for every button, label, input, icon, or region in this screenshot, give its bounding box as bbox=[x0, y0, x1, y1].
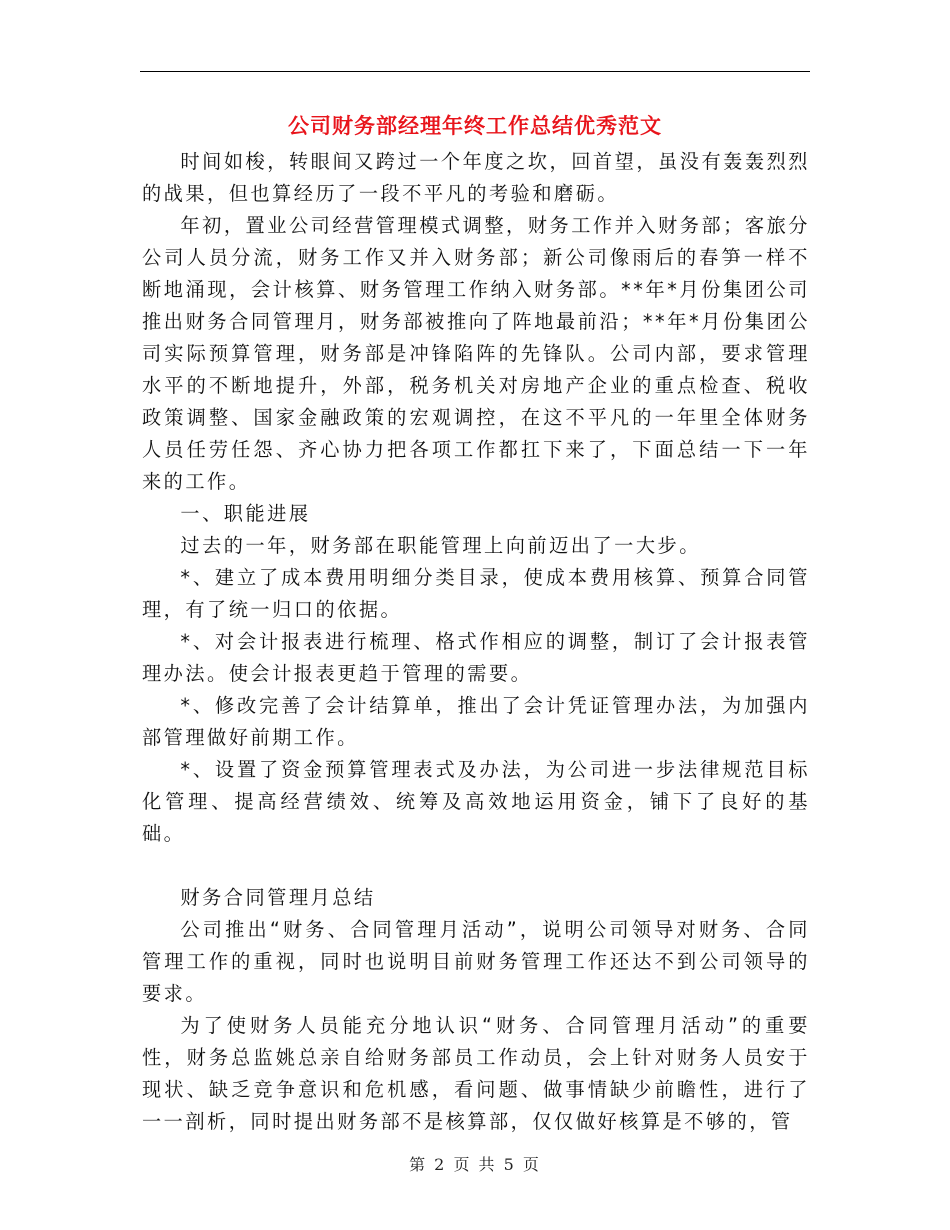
page-number: 第 2 页 共 5 页 bbox=[409, 1155, 541, 1174]
paragraph-contract-month: 公司推出“财务、合同管理月活动”，说明公司领导对财务、合同管理工作的重视，同时也说明目前财务管理工作还达不到公司领导的要求。 bbox=[142, 918, 810, 1005]
document-title: 公司财务部经理年终工作总结优秀范文 bbox=[288, 113, 662, 138]
list-item-settlement-form: *、修改完善了会计结算单，推出了会计凭证管理办法，为加强内部管理做好前期工作。 bbox=[142, 694, 810, 749]
paragraph-progress: 过去的一年，财务部在职能管理上向前迈出了一大步。 bbox=[180, 534, 701, 557]
header-rule bbox=[140, 71, 810, 72]
paragraph-mobilization: 为了使财务人员能充分地认识“财务、合同管理月活动”的重要性，财务总监姚总亲自给财务部员工作动员，会上针对财务人员安于现状、缺乏竞争意识和危机感，看问题、做事情缺少前瞻性，进行了一一剖析，同时提出财务部不是核算部，仅仅做好核算是不够的，管 bbox=[142, 1014, 810, 1133]
list-item-fund-budget: *、设置了资金预算管理表式及办法，为公司进一步法律规范目标化管理、提高经营绩效、统筹及高效地运用资金，铺下了良好的基础。 bbox=[142, 758, 810, 845]
document-body bbox=[142, 146, 810, 1138]
paragraph-year-overview: 年初，置业公司经营管理模式调整，财务工作并入财务部；客旅分公司人员分流，财务工作又并入财务部；新公司像雨后的春笋一样不断地涌现，会计核算、财务管理工作纳入财务部。**年*月份集团公司推出财务合同管理月，财务部被推向了阵地最前沿；**年*月份集团公司实际预算管理，财务部是冲锋陷阵的先锋队。公司内部，要求管理水平的不断地提升，外部，税务机关对房地产企业的重点检查、税收政策调整、国家金融政策的宏观调控，在这不平凡的一年里全体财务人员任劳任怨、齐心协力把各项工作都扛下来了，下面总结一下一年来的工作。 bbox=[142, 214, 810, 493]
list-item-report-reform: *、对会计报表进行梳理、格式作相应的调整，制订了会计报表管理办法。使会计报表更趋于管理的需要。 bbox=[142, 630, 810, 685]
list-item-cost-catalog: *、建立了成本费用明细分类目录，使成本费用核算、预算合同管理，有了统一归口的依据。 bbox=[142, 566, 810, 621]
section-heading-contract-month: 财务合同管理月总结 bbox=[180, 886, 376, 909]
paragraph-intro: 时间如梭，转眼间又跨过一个年度之坎，回首望，虽没有轰轰烈烈的战果，但也算经历了一段不平凡的考验和磨砺。 bbox=[142, 150, 810, 205]
section-heading-functions: 一、职能进展 bbox=[180, 502, 311, 525]
